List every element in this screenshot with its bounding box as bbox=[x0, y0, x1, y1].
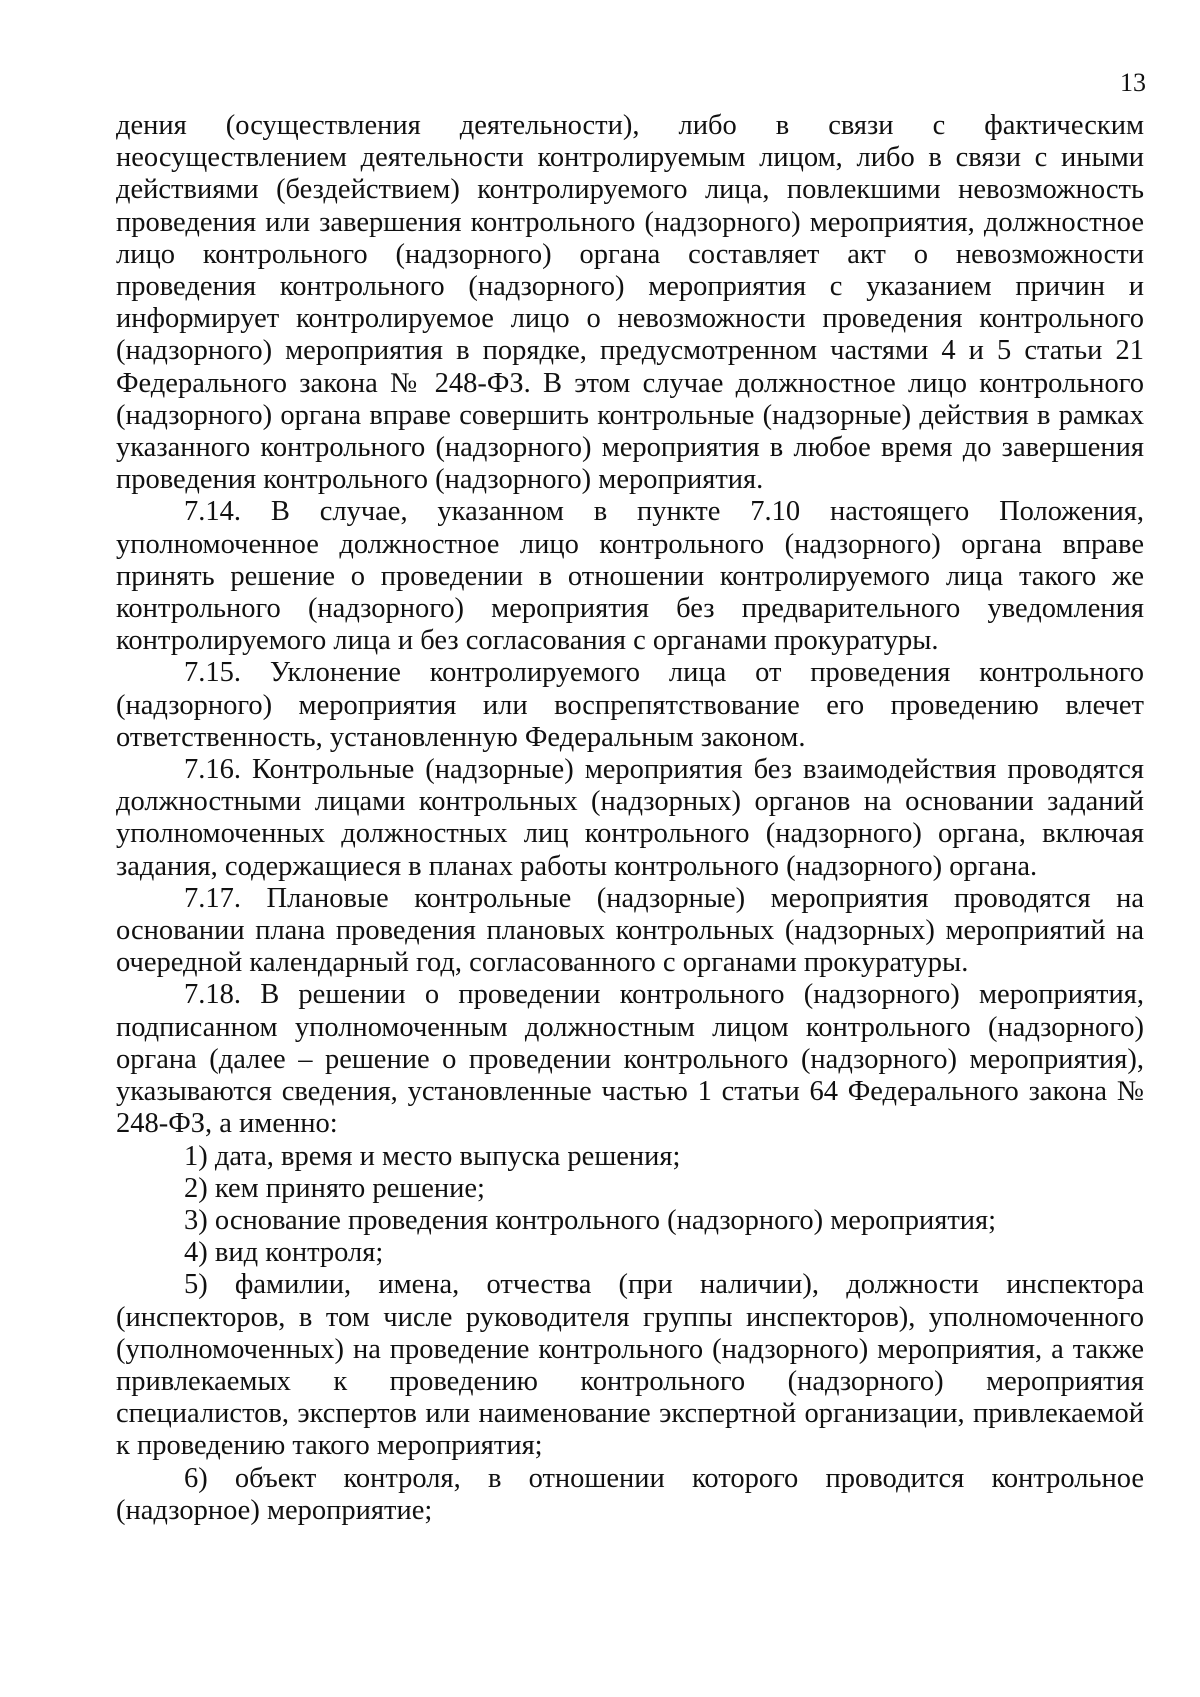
list-item-4: 4) вид контроля; bbox=[184, 1237, 384, 1269]
paragraph-continuation: дения (осуществления деятельности), либо в связи с фактическим неосуществлением деятельности контролируемым лицом, либо в связи с иными действиями (бездействием) контролируемого лица, повлекшими невозможность проведения или завершения контрольного (надзорного) мероприятия, должностное лицо контрольного (надзорного) органа составляет акт о невозможности проведения контрольного (надзорного) мероприятия с указанием причин и информирует контролируемое лицо о невозможности проведения контрольного (надзорного) мероприятия в порядке, предусмотренном частями 4 и 5 статьи 21 Федерального закона № 248-ФЗ. В этом случае должностное лицо контрольного (надзорного) органа вправе совершить контрольные (надзорные) действия в рамках указанного контрольного (надзорного) мероприятия в любое время до завершения проведения контрольного (надзорного) мероприятия. bbox=[116, 110, 1144, 496]
paragraph-7-15: 7.15. Уклонение контролируемого лица от проведения контрольного (надзорного) мероприятия или воспрепятствование его проведению влечет ответственность, установленную Федеральным законом. bbox=[116, 657, 1144, 753]
paragraph-7-14: 7.14. В случае, указанном в пункте 7.10 настоящего Положения, уполномоченное должностное лицо контрольного (надзорного) органа вправе принять решение о проведении в отношении контролируемого лица такого же контрольного (надзорного) мероприятия без предварительного уведомления контролируемого лица и без согласования с органами прокуратуры. bbox=[116, 496, 1144, 657]
paragraph-7-18: 7.18. В решении о проведении контрольного (надзорного) мероприятия, подписанном уполномоченным должностным лицом контрольного (надзорного) органа (далее – решение о проведении контрольного (надзорного) мероприятия), указываются сведения, установленные частью 1 статьи 64 Федерального закона № 248-ФЗ, а именно: bbox=[116, 979, 1144, 1140]
list-item-2: 2) кем принято решение; bbox=[184, 1172, 485, 1204]
list-item-3: 3) основание проведения контрольного (надзорного) мероприятия; bbox=[184, 1204, 997, 1236]
list-item-6: 6) объект контроля, в отношении которого проводится контрольное (надзорное) мероприятие; bbox=[116, 1462, 1144, 1526]
list-item-5: 5) фамилии, имена, отчества (при наличии), должности инспектора (инспекторов, в том числе руководителя группы инспекторов), уполномоченного (уполномоченных) на проведение контрольного (надзорного) мероприятия, а также привлекаемых к проведению контрольного (надзорного) мероприятия специалистов, экспертов или наименование экспертной организации, привлекаемой к проведению такого мероприятия; bbox=[116, 1269, 1144, 1462]
document-body bbox=[116, 110, 1144, 1527]
page-number: 13 bbox=[1120, 68, 1146, 97]
paragraph-7-17: 7.17. Плановые контрольные (надзорные) мероприятия проводятся на основании плана проведения плановых контрольных (надзорных) мероприятий на очередной календарный год, согласованного с органами прокуратуры. bbox=[116, 882, 1144, 979]
paragraph-7-16: 7.16. Контрольные (надзорные) мероприятия без взаимодействия проводятся должностными лицами контрольных (надзорных) органов на основании заданий уполномоченных должностных лиц контрольного (надзорного) органа, включая задания, содержащиеся в планах работы контрольного (надзорного) органа. bbox=[116, 754, 1144, 882]
list-item-1: 1) дата, время и место выпуска решения; bbox=[184, 1140, 681, 1172]
